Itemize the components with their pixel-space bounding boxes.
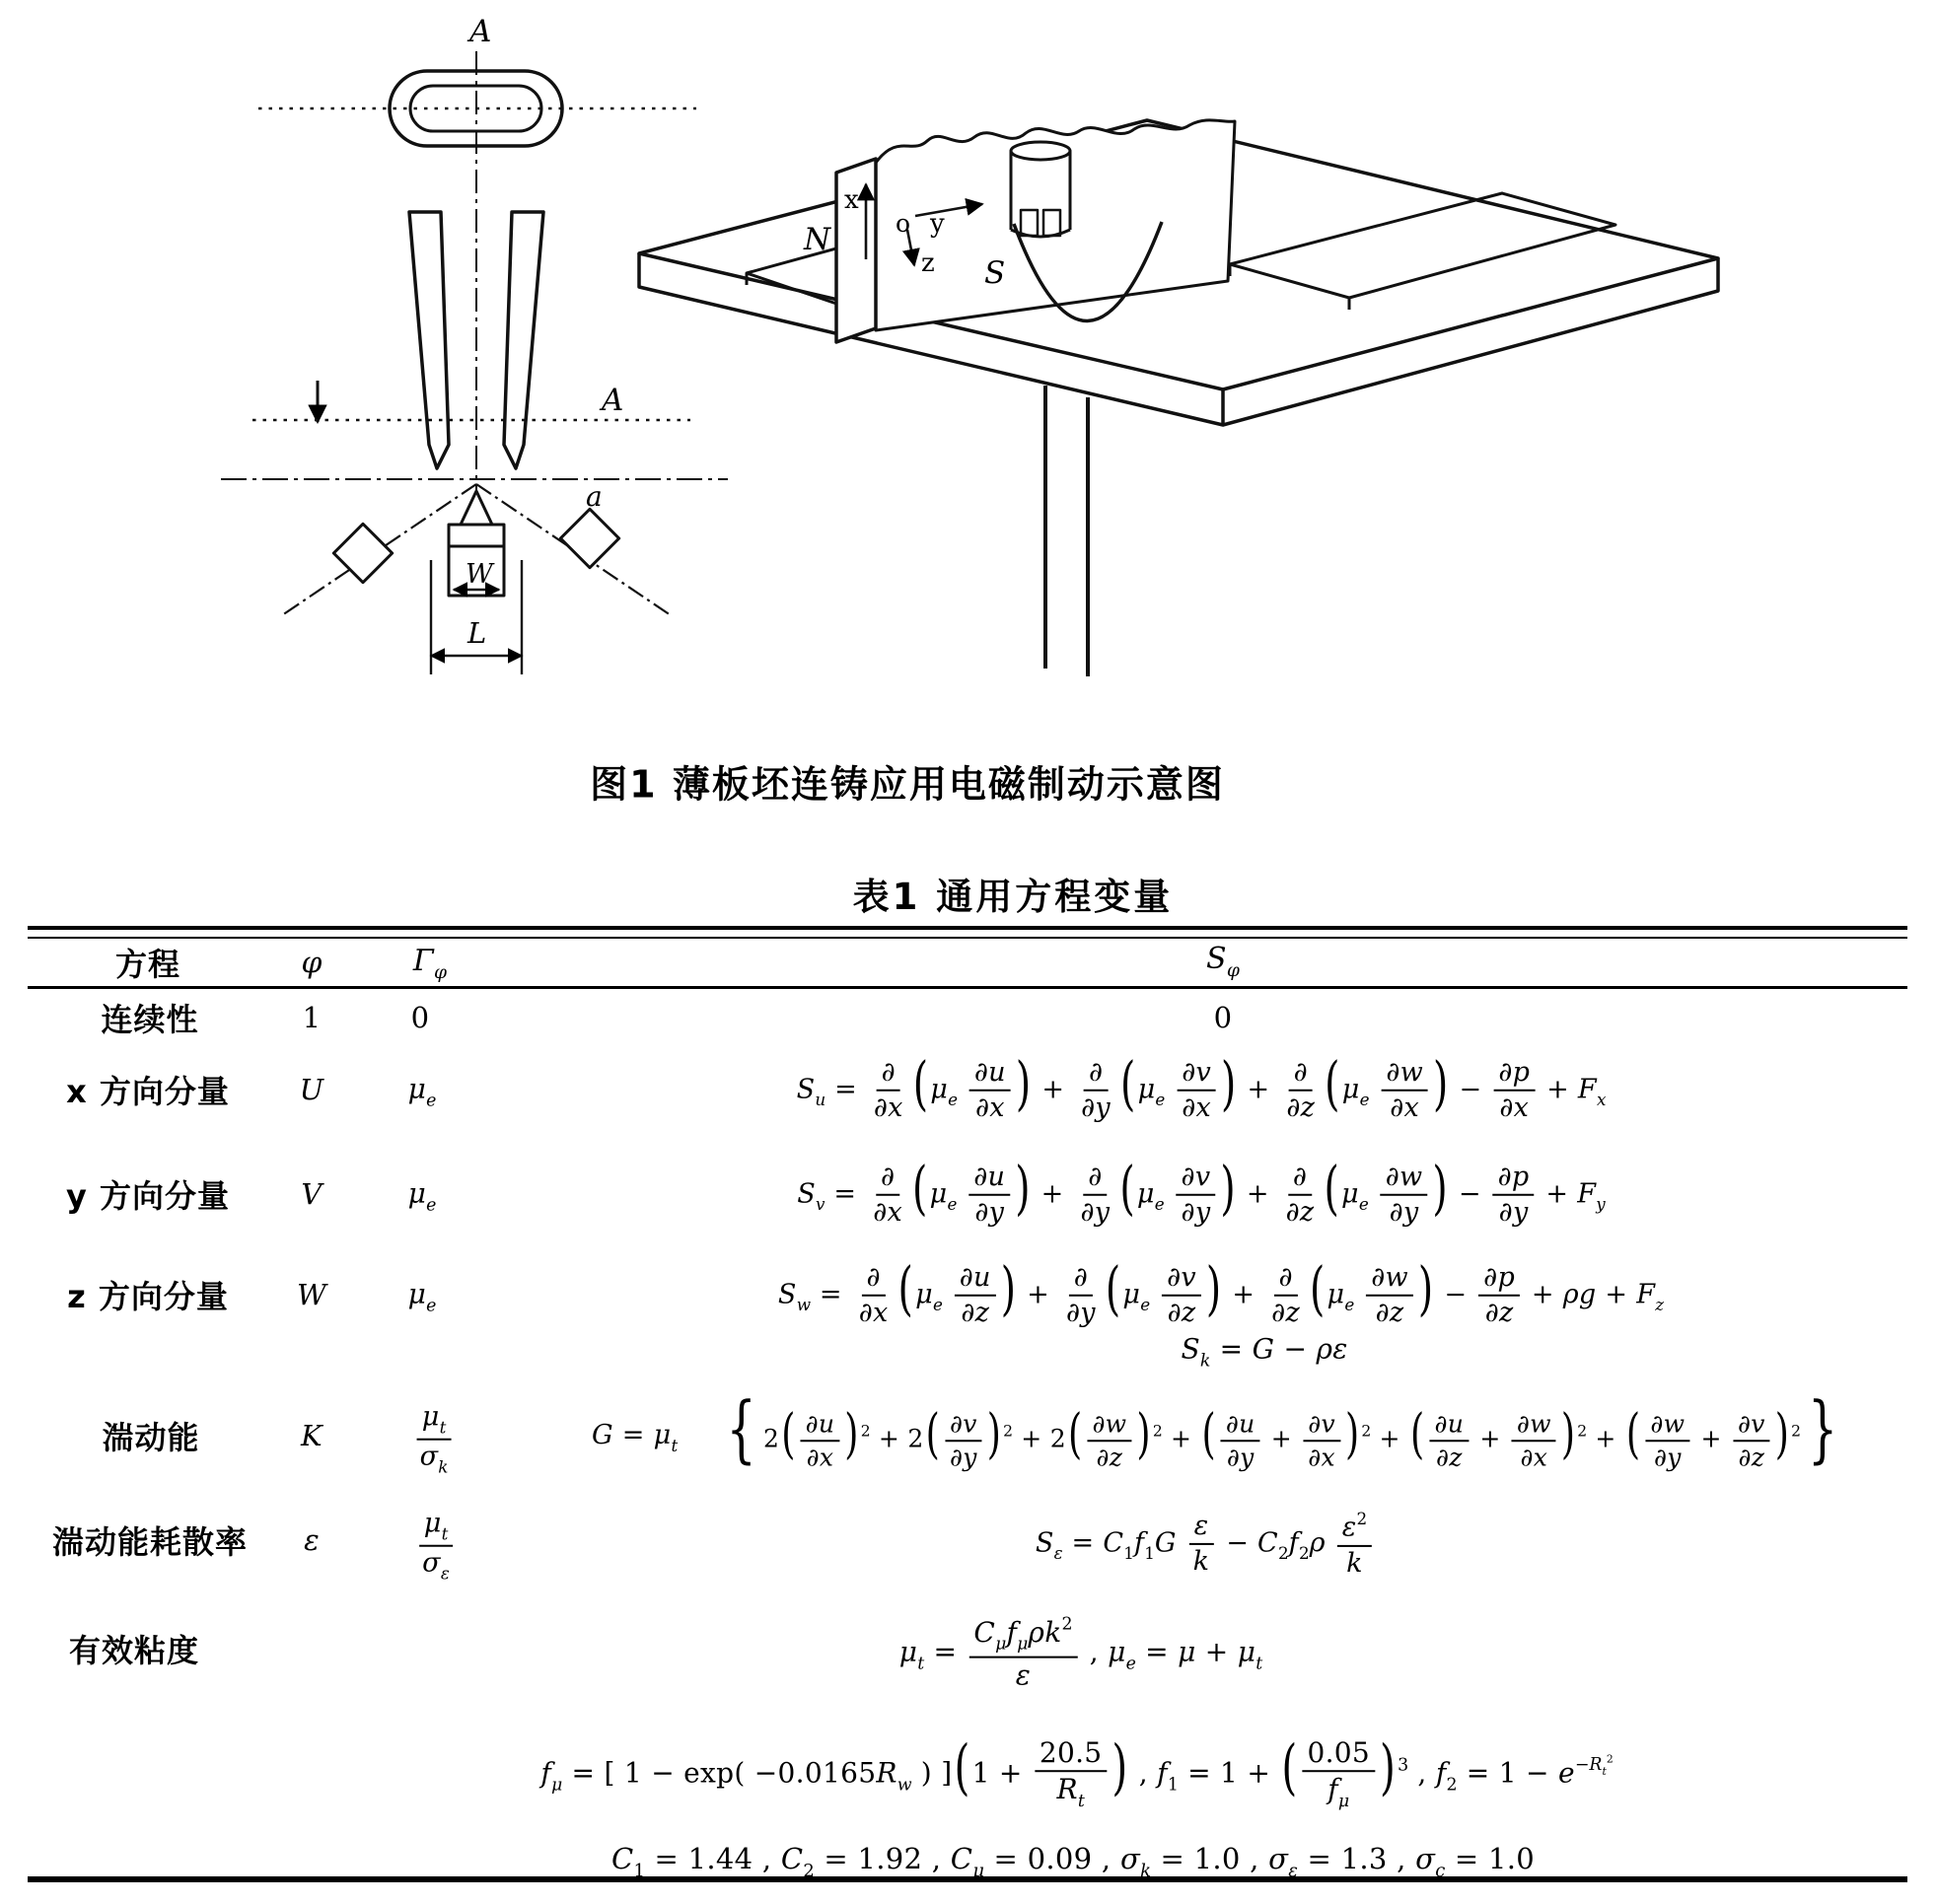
label-axis-z: z: [921, 248, 935, 278]
sk-source-line: $S_k = G - \rho\varepsilon$: [1181, 1332, 1348, 1372]
label-pole-n: N: [804, 222, 831, 257]
row-label-turbulent-energy: 湍动能: [102, 1419, 200, 1456]
continuity-gamma: 0: [410, 1001, 430, 1034]
x-momentum-phi: U: [299, 1073, 324, 1106]
dissipation-gamma: $\frac{\mu_t}{\sigma_\varepsilon}$: [414, 1510, 458, 1584]
g-definition-rhs: { 2( $\frac{\partial u}{\partial x}$ ) $^2$ + 2( $\frac{\partial v}{\partial y}$ ) $^2$ + 2( $\frac{\partial w}{\partial z}$ ) $^2$ + ( $\frac{\partial u}{\partial y}$ + $\frac{\partial v}{\partial x}$ ) $^2$ + ( $\frac{\partial u}{\partial z}$ + $\frac{\partial w}{\partial x}$ ) $^2$ + ( $\frac{\partial w}{\partial y}$ + $\frac{\partial v}{\partial z}$ ) $^2$ }: [726, 1387, 1838, 1472]
turbulent-energy-phi: K: [301, 1419, 323, 1452]
dissipation-phi: ε: [304, 1523, 320, 1557]
x-momentum-gamma: $\mu_e$: [407, 1072, 437, 1111]
label-axis-x: x: [844, 185, 859, 215]
row-label-continuity: 连续性: [101, 1001, 199, 1038]
row-label-x-momentum: x 方向分量: [66, 1073, 230, 1110]
label-pole-s: S: [984, 255, 1006, 291]
col-header-gamma: $\Gamma_\varphi$: [412, 943, 448, 984]
continuity-source: 0: [1213, 1001, 1233, 1034]
z-momentum-phi: W: [296, 1278, 327, 1311]
model-constants-line: $C_1 = 1.44$ , $C_2 = 1.92$ , $C_\mu = 0.09$ , $\sigma_k = 1.0$ , $\sigma_\varepsilon = 1.3$ , $\sigma_c = 1.0$: [610, 1841, 1536, 1882]
y-momentum-gamma: $\mu_e$: [407, 1176, 437, 1216]
row-label-z-momentum: z 方向分量: [67, 1278, 229, 1315]
mold-wall-right: [504, 212, 543, 468]
table-header-rule: [28, 986, 1907, 989]
mold-wall-left: [409, 212, 449, 468]
table-top-rule-2: [28, 937, 1907, 939]
table-title: 表1 通用方程变量: [852, 876, 1174, 918]
row-label-dissipation-rate: 湍动能耗散率: [51, 1523, 249, 1561]
effective-viscosity-formula: $\mu_t$ = $C_\mu f_\mu\rho k^2$ ε , $\mu_e = \mu + \mu_t$: [898, 1614, 1263, 1693]
z-momentum-source: $S_w$ = ∂ ∂x ($\mu_e$ $\frac{\partial u}{\partial z}$ ) + ∂ ∂y ($\mu_e$ $\frac{\partial v}{\partial z}$ ) + ∂ ∂z ($\mu_e$ $\frac{\partial w}{\partial z}$ ) − $\frac{\partial p}{\partial z}$ + $\rho g + F_z$: [777, 1256, 1665, 1328]
nozzle-tip: [461, 491, 492, 525]
brake-pole-right: [560, 509, 618, 567]
label-section-a-top: A: [469, 14, 492, 49]
figure-caption: 图1 薄板坯连铸应用电磁制动示意图: [590, 762, 1225, 807]
table-top-rule-1: [28, 926, 1907, 930]
col-header-source: $S_\varphi$: [1206, 941, 1240, 982]
dissipation-source: $S_\varepsilon = C_1f_1G$ $\frac{\varepsilon}{k}$ − $C_2f_2\rho$ $\frac{\varepsilon^2}{k}$: [1036, 1510, 1375, 1579]
col-header-phi: φ: [301, 946, 323, 981]
figure-3d-schematic: [631, 94, 1731, 695]
turbulent-energy-gamma: $\frac{\mu_t}{\sigma_k}$: [412, 1403, 457, 1477]
y-momentum-phi: V: [301, 1177, 323, 1211]
row-label-effective-viscosity: 有效粘度: [68, 1632, 200, 1669]
z-momentum-gamma: $\mu_e$: [407, 1277, 437, 1316]
fmu-formula-line: $f_\mu$ = [ $1 - \exp( -0.0165R_w$ ) ](1 + $\frac{20.5}{R_t}$ ) , $f_1 = 1$ + ( $\frac{0.05}{f_\mu}$ ) $^3$ , $f_2 = 1 - e^{-R_t^2}$: [540, 1731, 1614, 1812]
label-axis-y: y: [930, 209, 945, 239]
label-origin-o: o: [896, 209, 911, 238]
x-momentum-source: $S_u$ = ∂ ∂x ($\mu_e$ $\frac{\partial u}{\partial x}$ ) + ∂ ∂y ($\mu_e$ $\frac{\partial v}{\partial x}$ ) + ∂ ∂z ($\mu_e$ $\frac{\partial w}{\partial x}$ ) − $\frac{\partial p}{\partial x}$ + $F_x$: [796, 1051, 1607, 1123]
label-width-w: W: [466, 559, 493, 590]
continuity-phi: 1: [302, 1001, 322, 1034]
label-port-angle: a: [586, 480, 603, 513]
g-definition-lhs: $G = \mu_t$: [592, 1420, 679, 1455]
col-header-equation: 方程: [114, 946, 181, 983]
y-momentum-source: $S_v$ = ∂ ∂x ($\mu_e$ $\frac{\partial u}{\partial y}$ ) + ∂ ∂y ($\mu_e$ $\frac{\partial v}{\partial y}$ ) + ∂ ∂z ($\mu_e$ $\frac{\partial w}{\partial y}$ ) − $\frac{\partial p}{\partial y}$ + $F_y$: [797, 1156, 1606, 1228]
label-section-a-mid: A: [602, 383, 624, 418]
nozzle-top: [1011, 142, 1070, 160]
label-length-l: L: [467, 616, 487, 650]
row-label-y-momentum: y 方向分量: [65, 1177, 231, 1215]
